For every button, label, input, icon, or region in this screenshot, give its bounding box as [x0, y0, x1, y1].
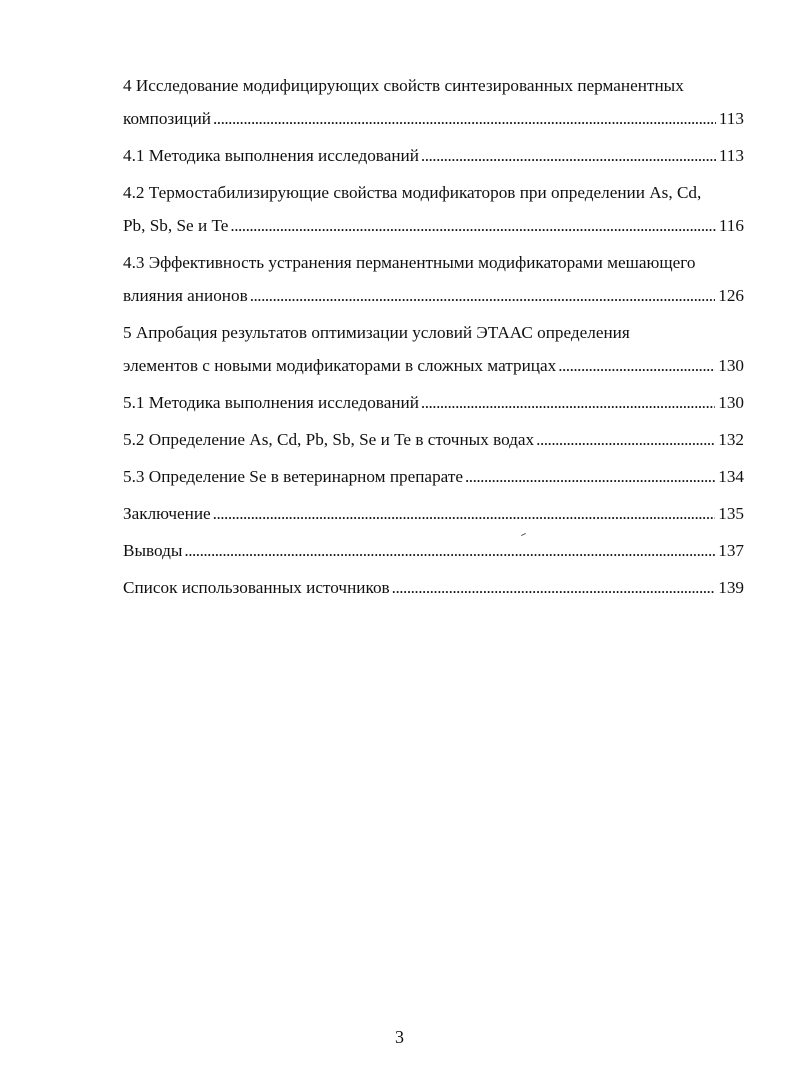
dot-leader: [392, 571, 716, 604]
dot-leader: [250, 279, 716, 312]
dot-leader: [230, 209, 715, 242]
dot-leader: [213, 102, 716, 135]
toc-entry-title-line: 5.1 Методика выполнения исследований: [123, 393, 419, 412]
toc-entry-title-line: 4.3 Эффективность устранения перманентными модификаторами мешающего: [123, 253, 696, 272]
toc-entry-leader-line: [123, 386, 744, 419]
toc-entry-findings: [123, 534, 744, 567]
toc-entry-4-2: [123, 176, 744, 242]
toc-entry-page: 130: [718, 393, 744, 412]
toc-entry-title-line: 5.3 Определение Se в ветеринарном препарате: [123, 467, 463, 486]
toc-entry-page: 113: [718, 146, 744, 165]
toc-entry-leader-line: [123, 571, 744, 604]
toc-entry-title-line: влияния анионов: [123, 286, 248, 305]
dot-leader: [536, 423, 715, 456]
toc-entry-title-line: Заключение: [123, 504, 211, 523]
toc-entry-page: 137: [718, 541, 744, 560]
toc-entry-title-line: Выводы: [123, 541, 183, 560]
toc-entry-page: 116: [718, 216, 744, 235]
toc-entry-leader-line: [123, 279, 744, 312]
toc-entry-title-line: 5 Апробация результатов оптимизации условий ЭТААС определения: [123, 323, 630, 342]
toc-entry-references: [123, 571, 744, 604]
toc-entry-page: 113: [718, 109, 744, 128]
toc-entry-leader-line: [123, 102, 744, 135]
toc-entry-5-3: [123, 460, 744, 493]
dot-leader: [421, 139, 716, 172]
toc-entry-5-2: [123, 423, 744, 456]
toc-entry-title-line: Список использованных источников: [123, 578, 390, 597]
toc-entry-title-line: 5.2 Определение As, Cd, Pb, Sb, Se и Te в сточных водах: [123, 430, 535, 449]
toc-entry-page: 139: [718, 578, 744, 597]
dot-leader: [558, 349, 715, 382]
dot-leader: [213, 497, 716, 530]
dot-leader: [421, 386, 715, 419]
toc-entry-leader-line: [123, 534, 744, 567]
page-number: 3: [395, 1027, 404, 1047]
dot-leader: [465, 460, 715, 493]
toc-entry-conclusion: [123, 497, 744, 530]
toc-entry-leader-line: [123, 139, 744, 172]
toc-entry-title-line: 4 Исследование модифицирующих свойств синтезированных перманентных: [123, 76, 684, 95]
dot-leader: [184, 534, 715, 567]
toc-entry-title-line: 4.2 Термостабилизирующие свойства модификаторов при определении As, Cd,: [123, 183, 702, 202]
toc-entry-5-1: [123, 386, 744, 419]
toc-entry-leader-line: [123, 349, 744, 382]
toc-entry-leader-line: [123, 497, 744, 530]
toc-entry-page: 126: [718, 286, 744, 305]
toc-entry-4: [123, 69, 744, 135]
toc-entry-4-3: [123, 246, 744, 312]
toc-entry-leader-line: [123, 423, 744, 456]
toc-entry-title-line: композиций: [123, 109, 211, 128]
toc-entry-page: 134: [718, 467, 744, 486]
table-of-contents: [123, 69, 744, 608]
toc-entry-page: 130: [718, 356, 744, 375]
toc-entry-leader-line: [123, 209, 744, 242]
toc-entry-title-line: 4.1 Методика выполнения исследований: [123, 146, 419, 165]
toc-entry-4-1: [123, 139, 744, 172]
toc-entry-page: 135: [718, 504, 744, 523]
toc-entry-title-line: элементов с новыми модификаторами в сложных матрицах: [123, 356, 557, 375]
toc-entry-5: [123, 316, 744, 382]
toc-entry-page: 132: [718, 430, 744, 449]
toc-entry-title-line: Pb, Sb, Se и Te: [123, 216, 229, 235]
toc-entry-leader-line: [123, 460, 744, 493]
